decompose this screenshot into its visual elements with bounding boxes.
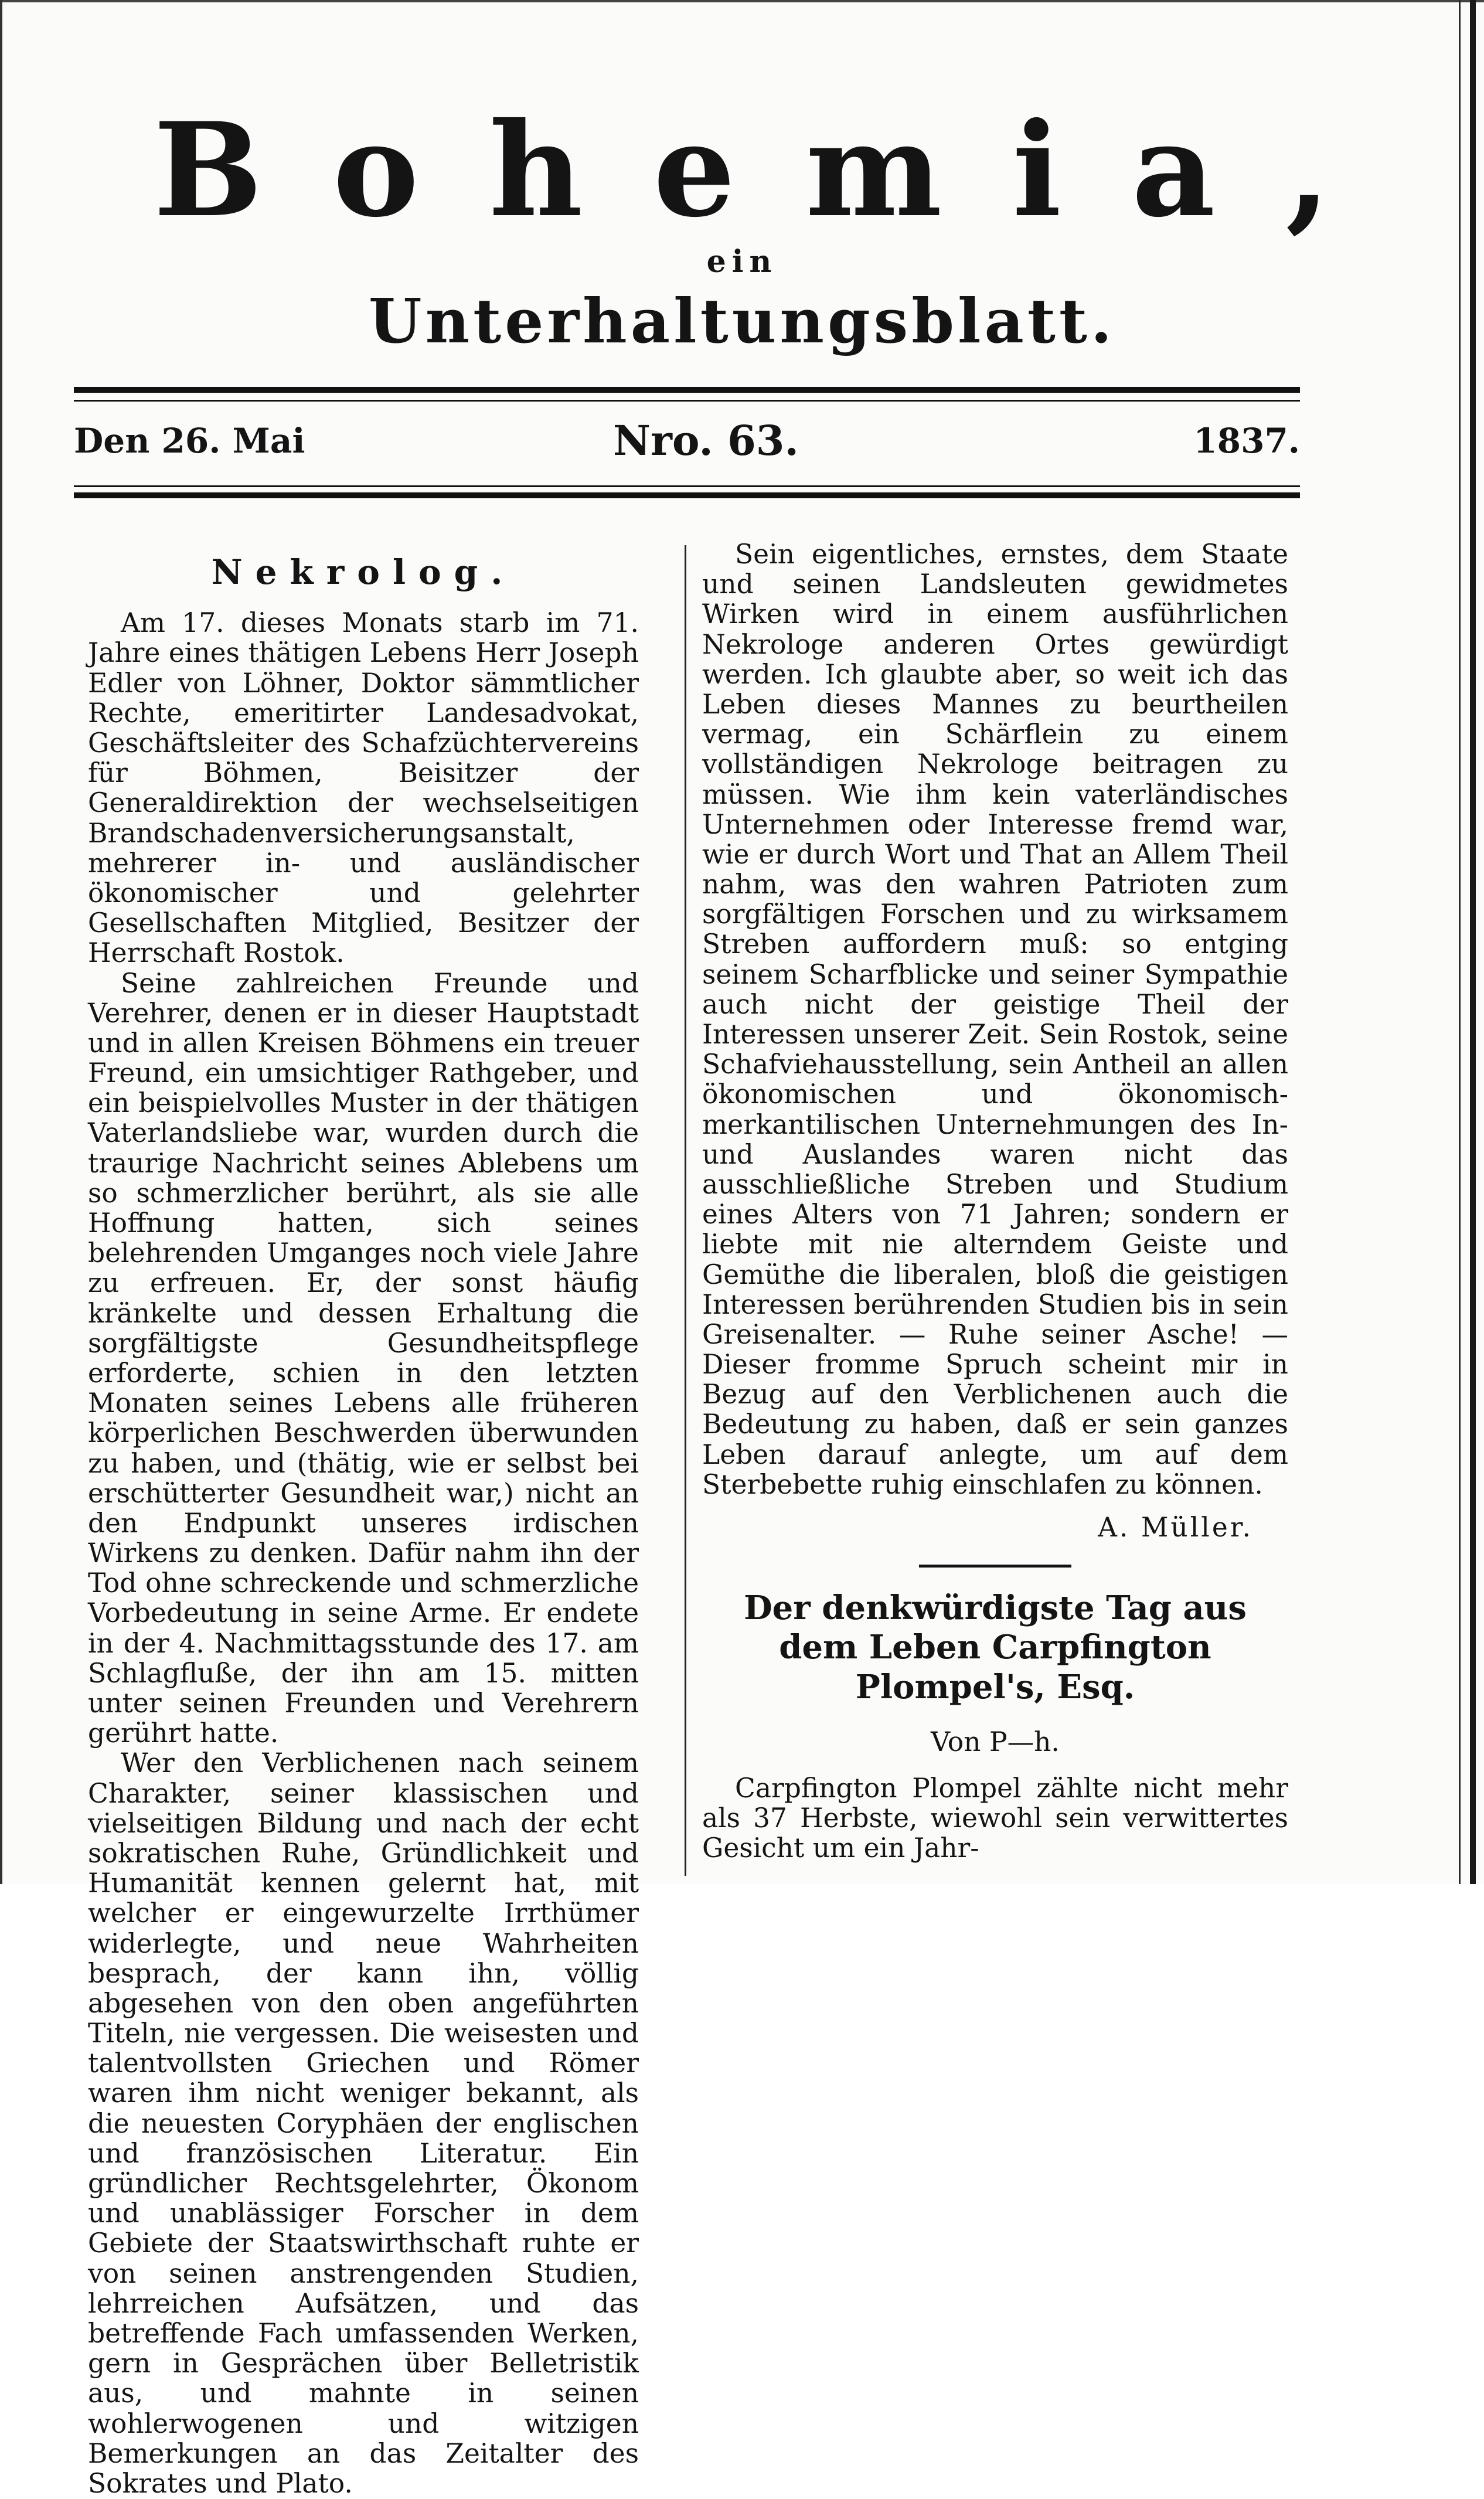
section-separator [919,1565,1071,1568]
scan-edge-left [0,0,2,1884]
story-paragraph: Carpfington Plompel zählte nicht mehr als 37 Herbste, wiewohl sein verwittertes Gesicht um ein Jahr- [702,1772,1288,1864]
scan-edge-right-inner [1459,0,1461,1884]
masthead-rule-thick [74,387,1300,393]
article-title: Nekrolog. [211,552,516,592]
scan-edge-top [0,0,1484,2]
scan-edge-right [1470,0,1476,1884]
dateline-rule-thick [74,492,1300,498]
issue-number: Nro. 63. [613,416,799,465]
column-divider [685,545,686,1876]
article-paragraph: Wer den Verblichenen nach seinem Charakter, seiner klassischen und vielseitigen Bildung und nach der echt sokratischen Ruhe, Gründlichkeit und Humanität kennen gelernt hat, mit welcher er eingewurzelte Irrthümer widerlegte, und neue Wahrheiten besprach, der kann ihn, völlig abgesehen von den oben angeführten Titeln, nie vergessen. Die weisesten und talentvollsten Griechen und Römer waren ihm nicht weniger bekannt, als die neuesten Coryphäen der englischen und französischen Literatur. Ein gründlicher Rechtsgelehrter, Ökonom und unablässiger Forscher in dem Gebiete der Staatswirthschaft ruhte er von seinen anstrengenden Studien, lehrreichen Aufsätzen, und das betreffende Fach umfassenden Werken, gern in Gesprächen über Belletristik aus, und mahnte in seinen wohlerwogenen und witzigen Bemerkungen an das Zeitalter des Sokrates und Plato. [88,1747,639,2499]
article-signature: A. Müller. [1098,1512,1253,1543]
article-paragraph: Seine zahlreichen Freunde und Verehrer, denen er in dieser Hauptstadt und in allen Kreisen Böhmens ein treuer Freund, ein umsichtiger Rathgeber, und ein beispielvolles Muster in der thätigen Vaterlandsliebe war, wurden durch die traurige Nachricht seines Ablebens um so schmerzlicher berührt, als sie alle Hoffnung hatten, sich seines belehrenden Umganges noch viele Jahre zu erfreuen. Er, der sonst häufig kränkelte und dessen Erhaltung die sorgfältigste Gesundheitspflege erforderte, schien in den letzten Monaten seines Lebens alle früheren körperlichen Beschwerden überwunden zu haben, und (thätig, wie er selbst bei erschütterter Gesundheit war,) nicht an den Endpunkt unseres irdischen Wirkens zu denken. Dafür nahm ihn der Tod ohne schreckende und schmerzliche Vorbedeutung in seine Arme. Er endete in der 4. Nachmittagsstunde des 17. am Schlagfluße, der ihn am 15. mitten unter seinen Freunden und Verehrern gerührt hatte. [88,967,639,1749]
dateline [74,416,1300,468]
right-column [702,539,1288,1864]
story-byline: Von P—h. [931,1726,1060,1757]
masthead-title: Bohemia, [153,94,1401,246]
story-title: Der denkwürdigste Tag aus dem Leben Carpfington Plompel's, Esq. [744,1589,1247,1706]
masthead-ein: ein [706,244,778,280]
dateline-rule-thin [74,485,1300,487]
masthead-rule-thin [74,400,1300,402]
article-paragraph: Am 17. dieses Monats starb im 71. Jahre eines thätigen Lebens Herr Joseph Edler von Löhner, Doktor sämmtlicher Rechte, emeritirter Landesadvokat, Geschäftsleiter des Schafzüchtervereins für Böhmen, Beisitzer der Generaldirektion der wechselseitigen Brandschadenversicherungsanstalt, mehrerer in- und ausländischer ökonomischer und gelehrter Gesellschaften Mitglied, Besitzer der Herrschaft Rostok. [88,607,639,969]
masthead-subtitle: Unterhaltungsblatt. [368,285,1116,357]
issue-date: Den 26. Mai [74,421,305,461]
left-column [88,539,639,2498]
article-paragraph: Sein eigentliches, ernstes, dem Staate und seinen Landsleuten gewidmetes Wirken wird in einem ausführlichen Nekrologe anderen Ortes gewürdigt werden. Ich glaubte aber, so weit ich das Leben dieses Mannes zu beurtheilen vermag, ein Schärflein zu einem vollständigen Nekrologe beitragen zu müssen. Wie ihm kein vaterländisches Unternehmen oder Interesse fremd war, wie er durch Wort und That an Allem Theil nahm, was den wahren Patrioten zum sorgfältigen Forschen und zu wirksamem Streben auffordern muß: so entging seinem Scharfblicke und seiner Sympathie auch nicht der geistige Theil der Interessen unserer Zeit. Sein Rostok, seine Schafviehausstellung, sein Antheil an allen ökonomischen und ökonomisch-merkantilischen Unternehmungen des In- und Auslandes waren nicht das ausschließliche Streben und Studium eines Alters von 71 Jahren; sondern er liebte mit nie alterndem Geiste und Gemüthe die liberalen, bloß die geistigen Interessen berührenden Studien bis in sein Greisenalter. — Ruhe seiner Asche! — Dieser fromme Spruch scheint mir in Bezug auf den Verblichenen auch die Bedeutung zu haben, daß er sein ganzes Leben darauf anlegte, um auf dem Sterbebette ruhig einschlafen zu können. [702,539,1288,1500]
issue-year: 1837. [1193,421,1300,461]
